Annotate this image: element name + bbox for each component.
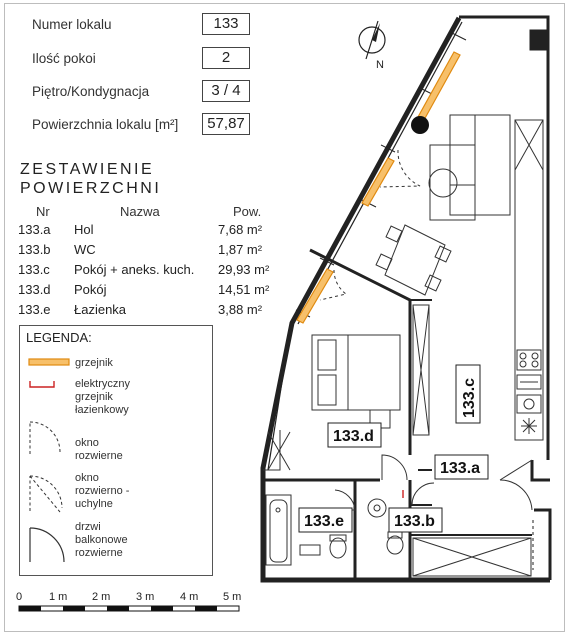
summary-title-line2: POWIERZCHNI <box>20 180 162 197</box>
row-name: Łazienka <box>74 302 127 317</box>
col-name-header: Nazwa <box>120 204 160 219</box>
scale-tick-3: 3 m <box>136 591 155 603</box>
legend-door-line2: balkonowe <box>75 534 128 546</box>
row-nr: 133.d <box>18 282 51 297</box>
row-name: WC <box>74 242 96 257</box>
rooms-value: 2 <box>202 47 250 69</box>
legend-window-open-line2: rozwierne <box>75 450 123 462</box>
scale-bar-graphic <box>19 606 239 611</box>
area-label: Powierzchnia lokalu [m²] <box>32 116 179 132</box>
doors <box>335 455 532 510</box>
legend-electric-line1: elektryczny <box>75 378 131 390</box>
legend-door-line3: rozwierne <box>75 547 123 559</box>
column-icon <box>411 116 429 134</box>
dining-table <box>376 225 451 295</box>
room-label-133c: 133.c <box>461 377 478 418</box>
scale-tick-5: 5 m <box>223 591 242 603</box>
legend-radiator-label: grzejnik <box>75 357 113 369</box>
room-label-133e: 133.e <box>304 513 345 530</box>
area-value: 57,87 <box>202 113 250 135</box>
wardrobe <box>413 305 429 435</box>
sofa <box>429 115 510 220</box>
col-nr-header: Nr <box>36 204 50 219</box>
row-area: 3,88 m² <box>218 302 263 317</box>
scale-tick-1: 1 m <box>49 591 68 603</box>
radiators <box>297 52 460 323</box>
row-area: 1,87 m² <box>218 242 263 257</box>
room-label-133b: 133.b <box>394 513 435 530</box>
unit-number-value: 133 <box>202 13 250 35</box>
legend-electric-line2: grzejnik <box>75 391 113 403</box>
entry-wardrobe <box>413 538 531 576</box>
row-nr: 133.e <box>18 302 51 317</box>
scale-tick-0: 0 <box>16 591 23 603</box>
legend-window-tilt-line1: okno <box>75 472 99 484</box>
legend-window-open-line1: okno <box>75 437 99 449</box>
row-name: Pokój + aneks. kuch. <box>74 262 195 277</box>
legend-window-tilt-line3: uchylne <box>75 498 113 510</box>
floor-value: 3 / 4 <box>202 80 250 102</box>
room-label-133d: 133.d <box>333 428 374 445</box>
room-label-133a: 133.a <box>440 460 481 477</box>
row-name: Pokój <box>74 282 107 297</box>
legend-title: LEGENDA: <box>26 330 92 345</box>
row-area: 29,93 m² <box>218 262 270 277</box>
row-area: 7,68 m² <box>218 222 263 237</box>
legend-door-line1: drzwi <box>75 521 101 533</box>
rooms-label: Ilość pokoi <box>32 50 96 66</box>
row-nr: 133.b <box>18 242 51 257</box>
compass-icon <box>359 21 385 59</box>
unit-number-label: Numer lokalu <box>32 16 112 32</box>
row-nr: 133.c <box>18 262 50 277</box>
summary-title-line1: ZESTAWIENIE <box>20 161 155 178</box>
legend-window-tilt-line2: rozwierno - <box>75 485 130 497</box>
scale-tick-2: 2 m <box>92 591 111 603</box>
row-name: Hol <box>74 222 94 237</box>
kitchen-counter <box>515 120 543 440</box>
row-area: 14,51 m² <box>218 282 270 297</box>
legend-electric-line3: łazienkowy <box>75 404 129 416</box>
col-area-header: Pow. <box>233 204 262 219</box>
floor-label: Piętro/Kondygnacja <box>32 83 150 99</box>
compass-north-label: N <box>376 59 384 71</box>
row-nr: 133.a <box>18 222 51 237</box>
scale-tick-4: 4 m <box>180 591 199 603</box>
